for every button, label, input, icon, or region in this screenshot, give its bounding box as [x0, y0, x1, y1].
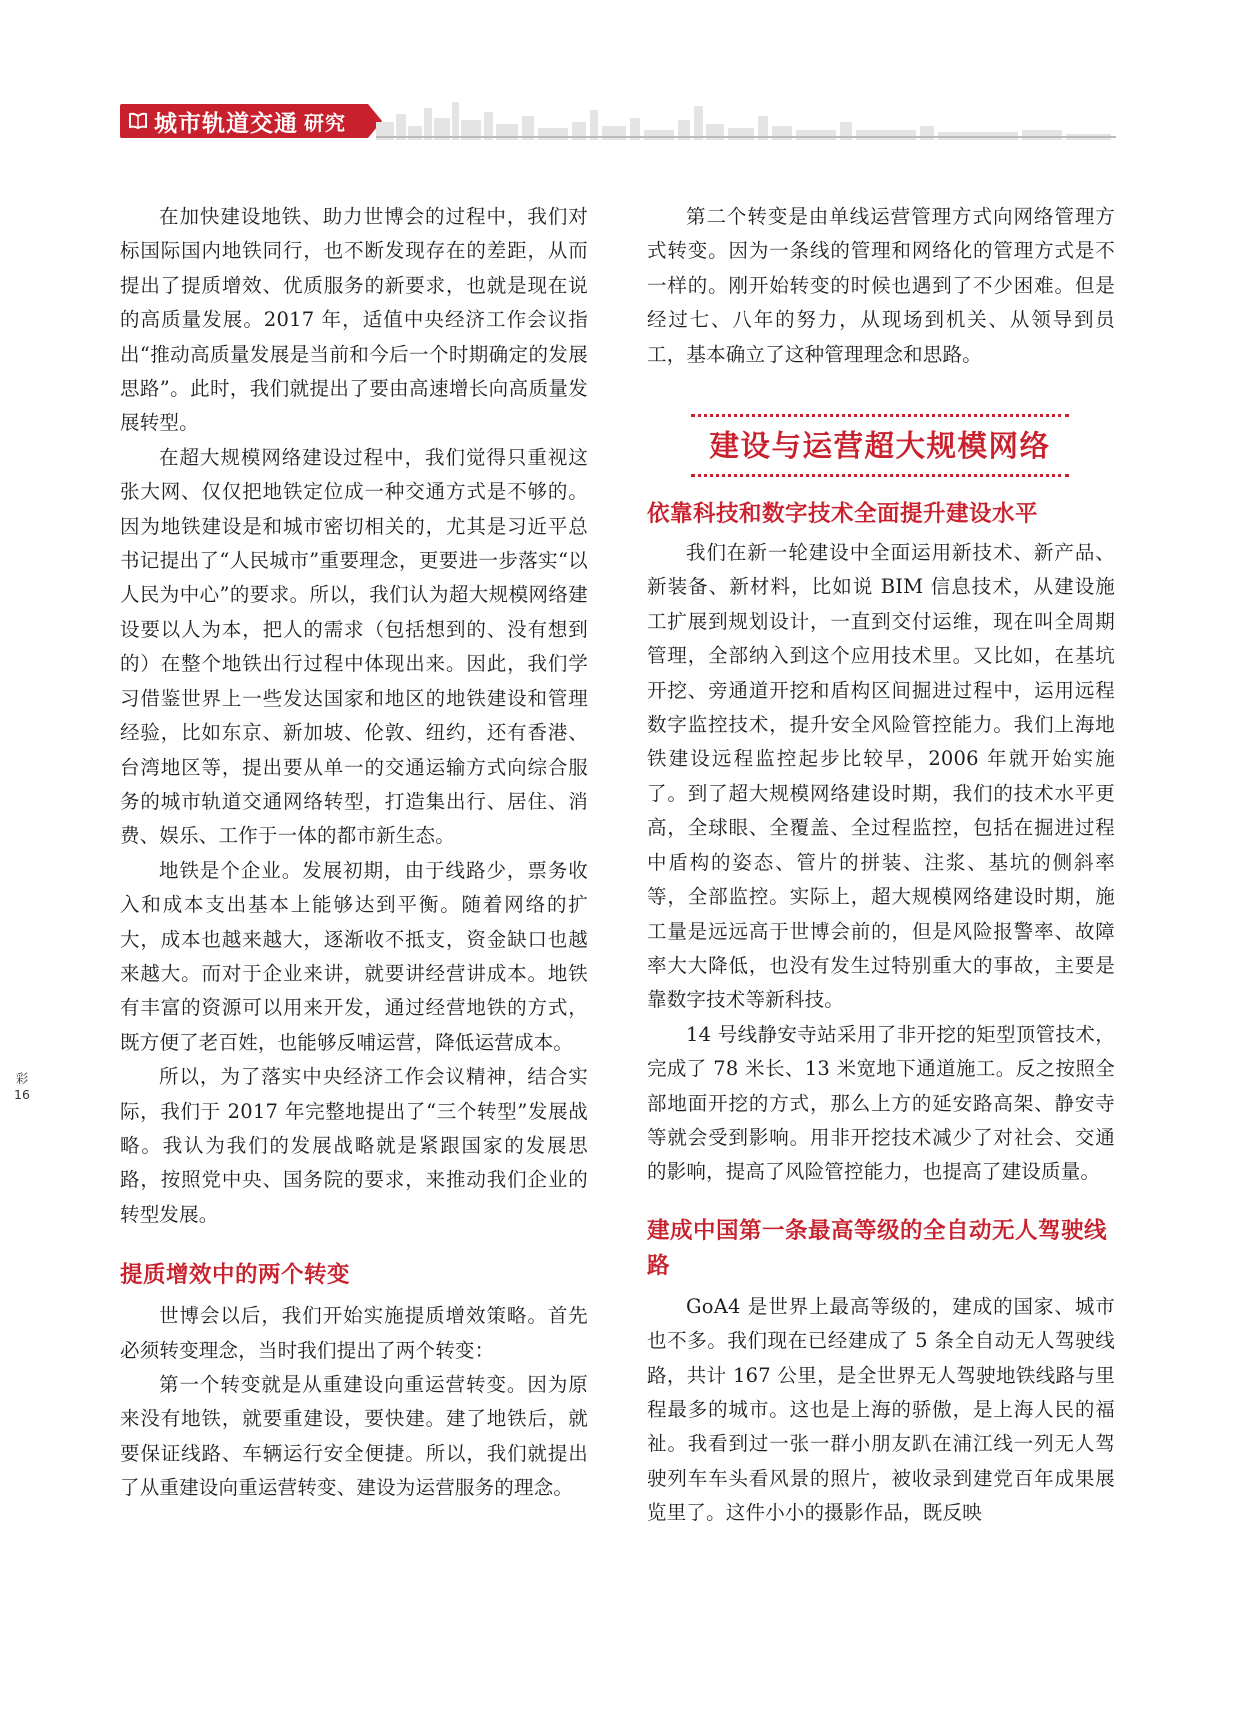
paragraph: 在加快建设地铁、助力世博会的过程中，我们对标国际国内地铁同行，也不断发现存在的差距，从而提出了提质增效、优质服务的新要求，也就是现在说的高质量发展。2017 年，适值中央经济工作会议指出“推动高质量发展是当前和今后一个时期确定的发展思路”。此时，我们就提出了要由高速增长向高质量发展转型。	[120, 205, 588, 435]
right-column	[647, 200, 1115, 1531]
paragraph: 地铁是个企业。发展初期，由于线路少，票务收入和成本支出基本上能够达到平衡。随着网络的扩大，成本也越来越大，逐渐收不抵支，资金缺口也越来越大。而对于企业来讲，就要讲经营讲成本。地铁有丰富的资源可以用来开发，通过经营地铁的方式，既方便了老百姓，也能够反哺运营，降低运营成本。	[120, 858, 588, 1054]
subheading-driverless-line: 建成中国第一条最高等级的全自动无人驾驶线路	[647, 1217, 1108, 1279]
paragraph: 所以，为了落实中央经济工作会议精神，结合实际，我们于 2017 年完整地提出了“三个转型”发展战略。我认为我们的发展战略就是紧跟国家的发展思路，按照党中央、国务院的要求，来推动我们企业的转型发展。	[120, 1065, 588, 1226]
paragraph: 我们在新一轮建设中全面运用新技术、新产品、新装备、新材料，比如说 BIM 信息技术，从建设施工扩展到规划设计，一直到交付运维，现在叫全周期管理，全部纳入到这个应用技术里。又比如，在基坑开挖、旁通道开挖和盾构区间掘进过程中，运用远程数字监控技术，提升安全风险管控能力。我们上海地铁建设远程监控起步比较早，2006 年就开始实施了。到了超大规模网络建设时期，我们的技术水平更高，全球眼、全覆盖、全过程监控，包括在掘进过程中盾构的姿态、管片的拼装、注浆、基坑的侧斜率等，全部监控。实际上，超大规模网络建设时期，施工量是远远高于世博会前的，但是风险报警率、故障率大大降低，也没有发生过特别重大的事故，主要是靠数字技术等新科技。	[647, 541, 1115, 1012]
header-title: 城市轨道交通	[154, 110, 298, 137]
paragraph: GoA4 是世界上最高等级的，建成的国家、城市也不多。我们现在已经建成了 5 条全自动无人驾驶线路，共计 167 公里，是全世界无人驾驶地铁线路与里程最多的城市。这也是上海的骄傲，是上海人民的福祉。我看到过一张一群小朋友趴在浦江线一列无人驾驶列车车头看风景的照片，被收录到建党百年成果展览里了。这件小小的摄影作品，既反映	[647, 1294, 1115, 1525]
left-column	[120, 200, 588, 1506]
paragraph: 世博会以后，我们开始实施提质增效策略。首先必须转变理念，当时我们提出了两个转变：	[120, 1304, 588, 1362]
book-icon	[128, 111, 148, 131]
header-banner	[120, 104, 368, 138]
page-number	[12, 1071, 32, 1103]
paragraph: 14 号线静安寺站采用了非开挖的矩型顶管技术，完成了 78 米长、13 米宽地下通道施工。反之按照全部地面开挖的方式，那么上方的延安路高架、静安寺等就会受到影响。用非开挖技术减少了对社会、交通的影响，提高了风险管控能力，也提高了建设质量。	[647, 1022, 1115, 1184]
paragraph: 在超大规模网络建设过程中，我们觉得只重视这张大网、仅仅把地铁定位成一种交通方式是不够的。因为地铁建设是和城市密切相关的，尤其是习近平总书记提出了“人民城市”重要理念，更要进一步落实“以人民为中心”的要求。所以，我们认为超大规模网络建设要以人为本，把人的需求（包括想到的、没有想到的）在整个地铁出行过程中体现出来。因此，我们学习借鉴世界上一些发达国家和地区的地铁建设和管理经验，比如东京、新加坡、伦敦、纽约，还有香港、台湾地区等，提出要从单一的交通运输方式向综合服务的城市轨道交通网络转型，打造集出行、居住、消费、娱乐、工作于一体的都市新生态。	[120, 445, 588, 848]
section-title: 建设与运营超大规模网络	[691, 414, 1069, 477]
subheading-technology: 依靠科技和数字技术全面提升建设水平	[647, 501, 1039, 528]
city-skyline-graphic	[376, 100, 1111, 140]
header-title-badge: 研究	[304, 110, 346, 135]
paragraph: 第二个转变是由单线运营管理方式向网络管理方式转变。因为一条线的管理和网络化的管理方式是不一样的。刚开始转变的时候也遇到了不少困难。但是经过七、八年的努力，从现场到机关、从领导到员工，基本确立了这种管理理念和思路。	[647, 205, 1115, 366]
paragraph: 第一个转变就是从重建设向重运营转变。因为原来没有地铁，就要重建设，要快建。建了地铁后，就要保证线路、车辆运行安全便捷。所以，我们就提出了从重建设向重运营转变、建设为运营服务的理念。	[120, 1373, 588, 1500]
page-number-label: 彩	[15, 1071, 29, 1086]
subheading-two-transformations: 提质增效中的两个转变	[120, 1262, 351, 1289]
header-rule	[376, 136, 1116, 138]
page-number-value: 16	[14, 1087, 30, 1102]
